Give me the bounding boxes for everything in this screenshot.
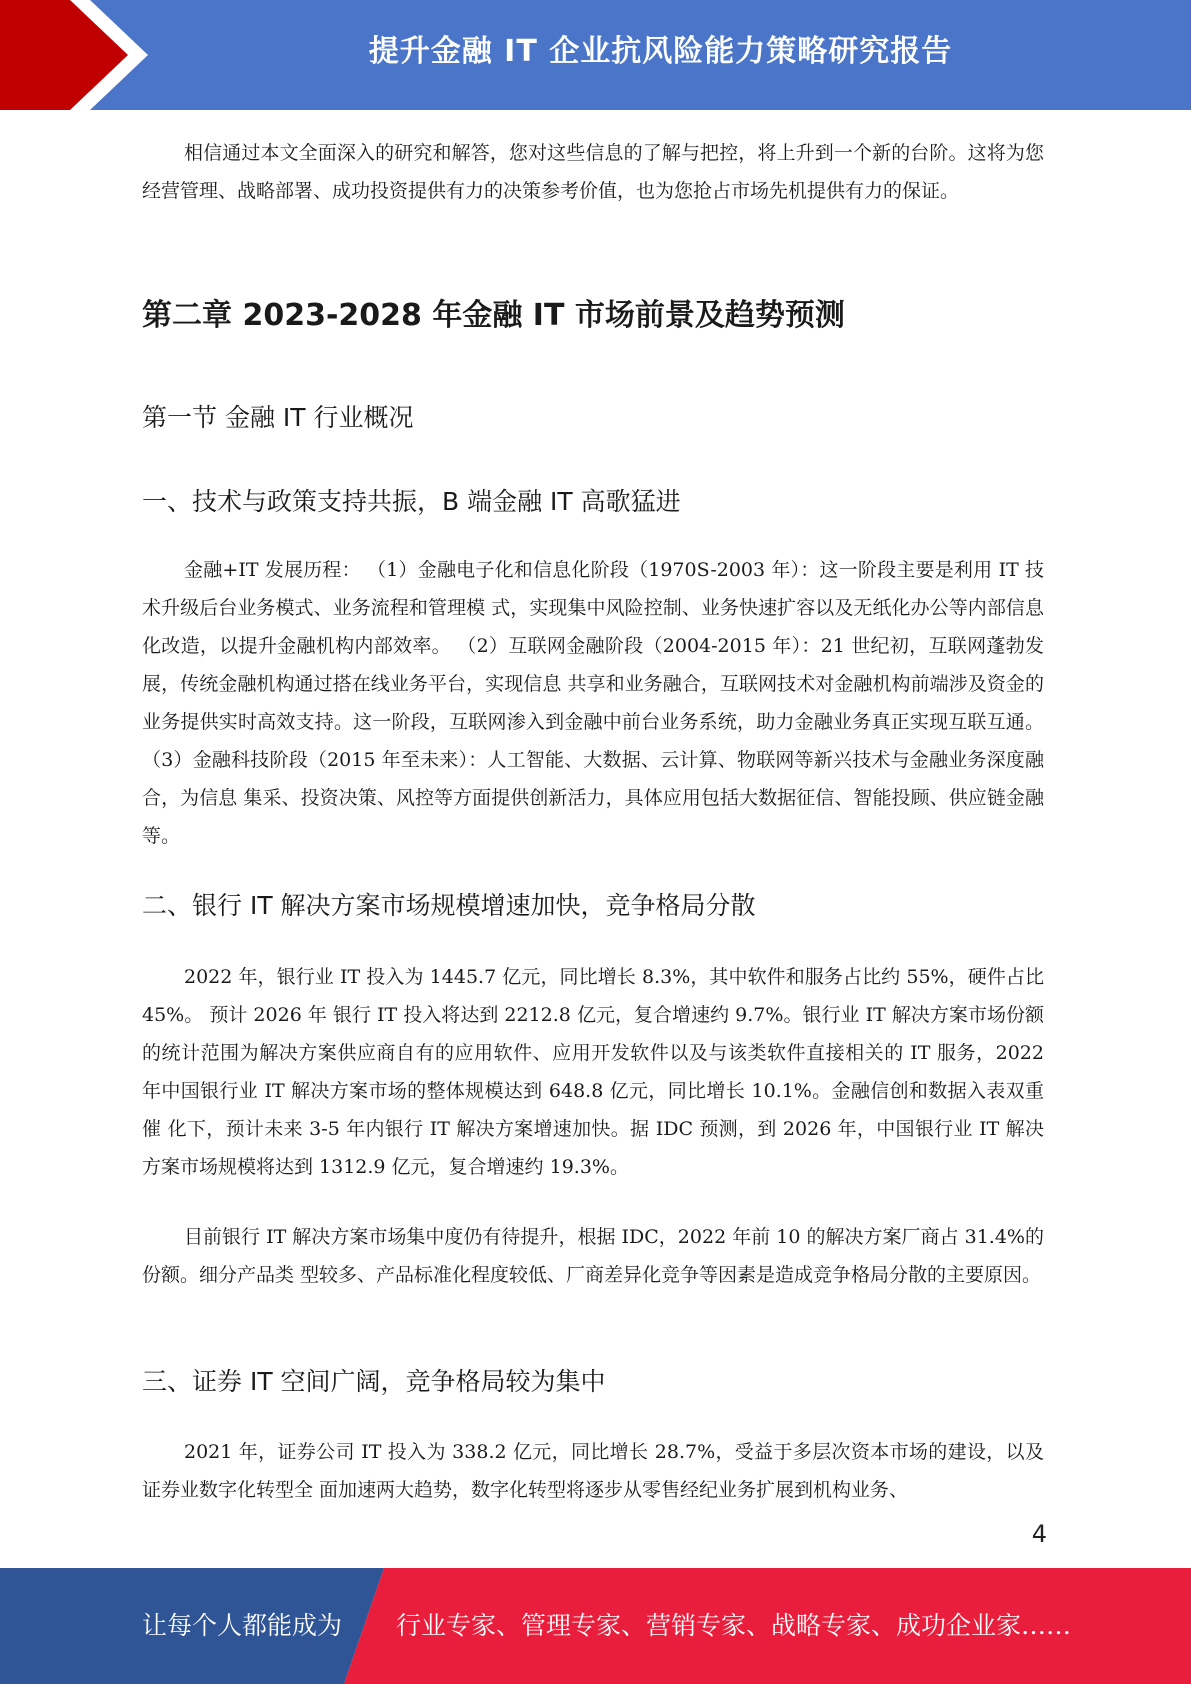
- paragraph-securities-it: 2021 年，证券公司 IT 投入为 338.2 亿元，同比增长 28.7%，受益于多层次资本市场的建设，以及证券业数字化转型全 面加速两大趋势，数字化转型将逐步从零售经纪业务扩展到机构业务、: [142, 1441, 1044, 1501]
- section-title: 第一节 金融 IT 行业概况: [142, 403, 414, 432]
- paragraph-bank-it-market: 2022 年，银行业 IT 投入为 1445.7 亿元，同比增长 8.3%，其中软件和服务占比约 55%，硬件占比 45%。 预计 2026 年 银行 IT 投入将达到 2212.8 亿元，复合增速约 9.7%。银行业 IT 解决方案市场份额的统计范围为解决方案供应商自有的应用软件、应用开发软件以及与该类软件直接相关的 IT 服务，2022 年中国银行业 IT 解决方案市场的整体规模达到 648.8 亿元，同比增长 10.1%。金融信创和数据入表双重催 化下，预计未来 3-5 年内银行 IT 解决方案增速加快。据 IDC 预测，到 2026 年，中国银行业 IT 解决方案市场规模将达到 1312.9 亿元，复合增速约 19.3%。: [142, 966, 1044, 1178]
- chapter-title: 第二章 2023-2028 年金融 IT 市场前景及趋势预测: [142, 298, 845, 333]
- page-header: [0, 0, 1191, 110]
- subsection-title-2: 二、银行 IT 解决方案市场规模增速加快，竞争格局分散: [142, 891, 756, 920]
- paragraph-bank-it-competition: 目前银行 IT 解决方案市场集中度仍有待提升，根据 IDC，2022 年前 10 的解决方案厂商占 31.4%的份额。细分产品类 型较多、产品标准化程度较低、厂商差异化竞争等因素是造成竞争格局分散的主要原因。: [142, 1226, 1044, 1286]
- page-number: 4: [1031, 1520, 1047, 1548]
- intro-paragraph: 相信通过本文全面深入的研究和解答，您对这些信息的了解与把控，将上升到一个新的台阶。这将为您经营管理、战略部署、成功投资提供有力的决策参考价值，也为您抢占市场先机提供有力的保证。: [142, 142, 1044, 202]
- header-title: 提升金融 IT 企业抗风险能力策略研究报告: [368, 34, 953, 69]
- page-footer: [0, 1568, 1191, 1684]
- footer-slogan-right: 行业专家、管理专家、营销专家、战略专家、成功企业家……: [396, 1611, 1072, 1640]
- paragraph-fintech-history: 金融+IT 发展历程： （1）金融电子化和信息化阶段（1970S-2003 年）：这一阶段主要是利用 IT 技术升级后台业务模式、业务流程和管理模 式，实现集中风险控制、业务快速扩容以及无纸化办公等内部信息化改造，以提升金融机构内部效率。 （2）互联网金融阶段（2004-2015 年）：21 世纪初，互联网蓬勃发展，传统金融机构通过搭在线业务平台，实现信息 共享和业务融合，互联网技术对金融机构前端涉及资金的业务提供实时高效支持。这一阶段，互联网渗入到金融中前台业务系统，助力金融业务真正实现互联互通。 （3）金融科技阶段（2015 年至未来）：人工智能、大数据、云计算、物联网等新兴技术与金融业务深度融合，为信息 集采、投资决策、风控等方面提供创新活力，具体应用包括大数据征信、智能投顾、供应链金融等。: [142, 559, 1044, 847]
- subsection-title-3: 三、证券 IT 空间广阔，竞争格局较为集中: [142, 1367, 606, 1396]
- footer-slogan-left: 让每个人都能成为: [142, 1611, 343, 1640]
- subsection-title-1: 一、技术与政策支持共振，B 端金融 IT 高歌猛进: [142, 487, 681, 516]
